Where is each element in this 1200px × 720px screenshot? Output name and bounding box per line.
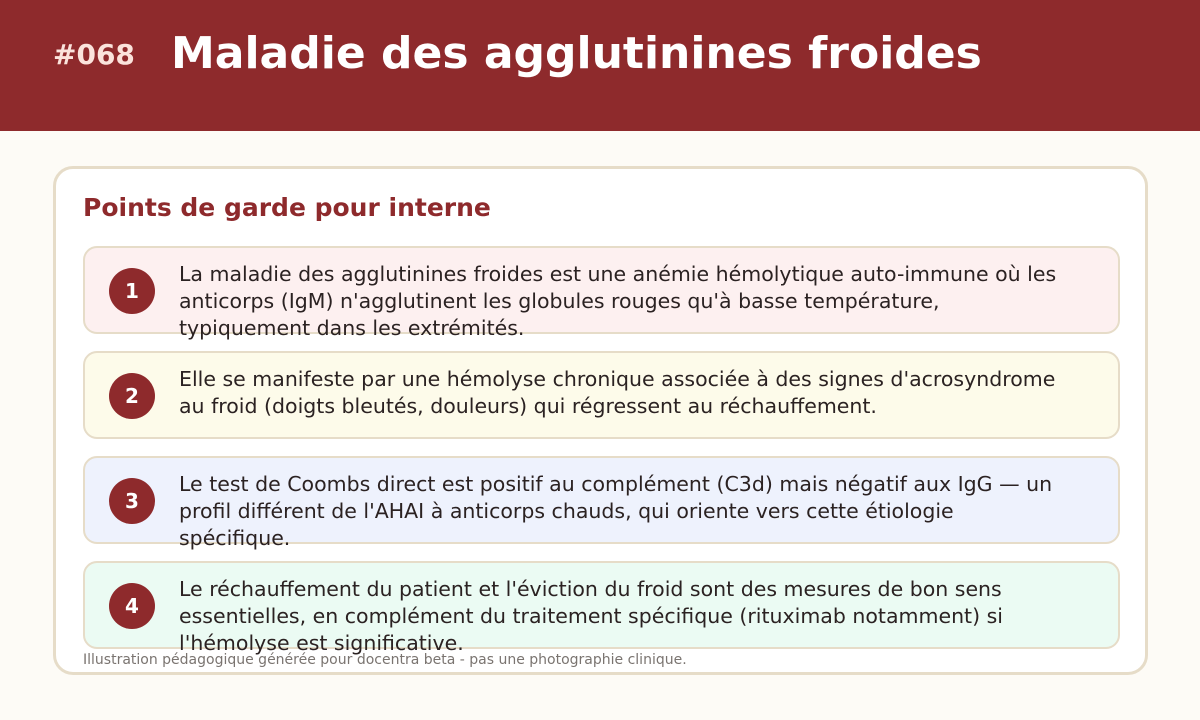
number-badge: 1 — [109, 268, 155, 314]
key-point-text: Elle se manifeste par une hémolyse chronique associée à des signes d'acrosyndrome au froid (doigts bleutés, douleurs) qui régressent au réchauffement. — [179, 367, 1056, 418]
number-badge: 3 — [109, 478, 155, 524]
sheet-number: #068 — [53, 38, 135, 71]
key-point-text: Le test de Coombs direct est positif au complément (C3d) mais négatif aux IgG — un profil différent de l'AHAI à anticorps chauds, qui oriente vers cette étiologie spécifique. — [179, 472, 1053, 550]
key-point-text: Le réchauffement du patient et l'éviction du froid sont des mesures de bon sens essentielles, en complément du traitement spécifique (rituximab notamment) si l'hémolyse est significative. — [179, 577, 1003, 655]
key-point-1 — [83, 246, 1120, 340]
card-title: Points de garde pour interne — [83, 193, 491, 222]
key-point-2 — [83, 351, 1120, 439]
number-badge: 4 — [109, 583, 155, 629]
page-title: Maladie des agglutinines froides — [171, 28, 982, 79]
key-points-card — [53, 166, 1148, 675]
disclaimer-footnote: Illustration pédagogique générée pour docentra beta - pas une photographie clinique. — [83, 652, 687, 668]
number-badge: 2 — [109, 373, 155, 419]
key-point-text: La maladie des agglutinines froides est une anémie hémolytique auto-immune où les anticorps (IgM) n'agglutinent les globules rouges qu'à basse température, typiquement dans les extrémités. — [179, 262, 1057, 340]
page-header — [0, 0, 1200, 131]
key-point-4 — [83, 561, 1120, 655]
key-point-3 — [83, 456, 1120, 550]
